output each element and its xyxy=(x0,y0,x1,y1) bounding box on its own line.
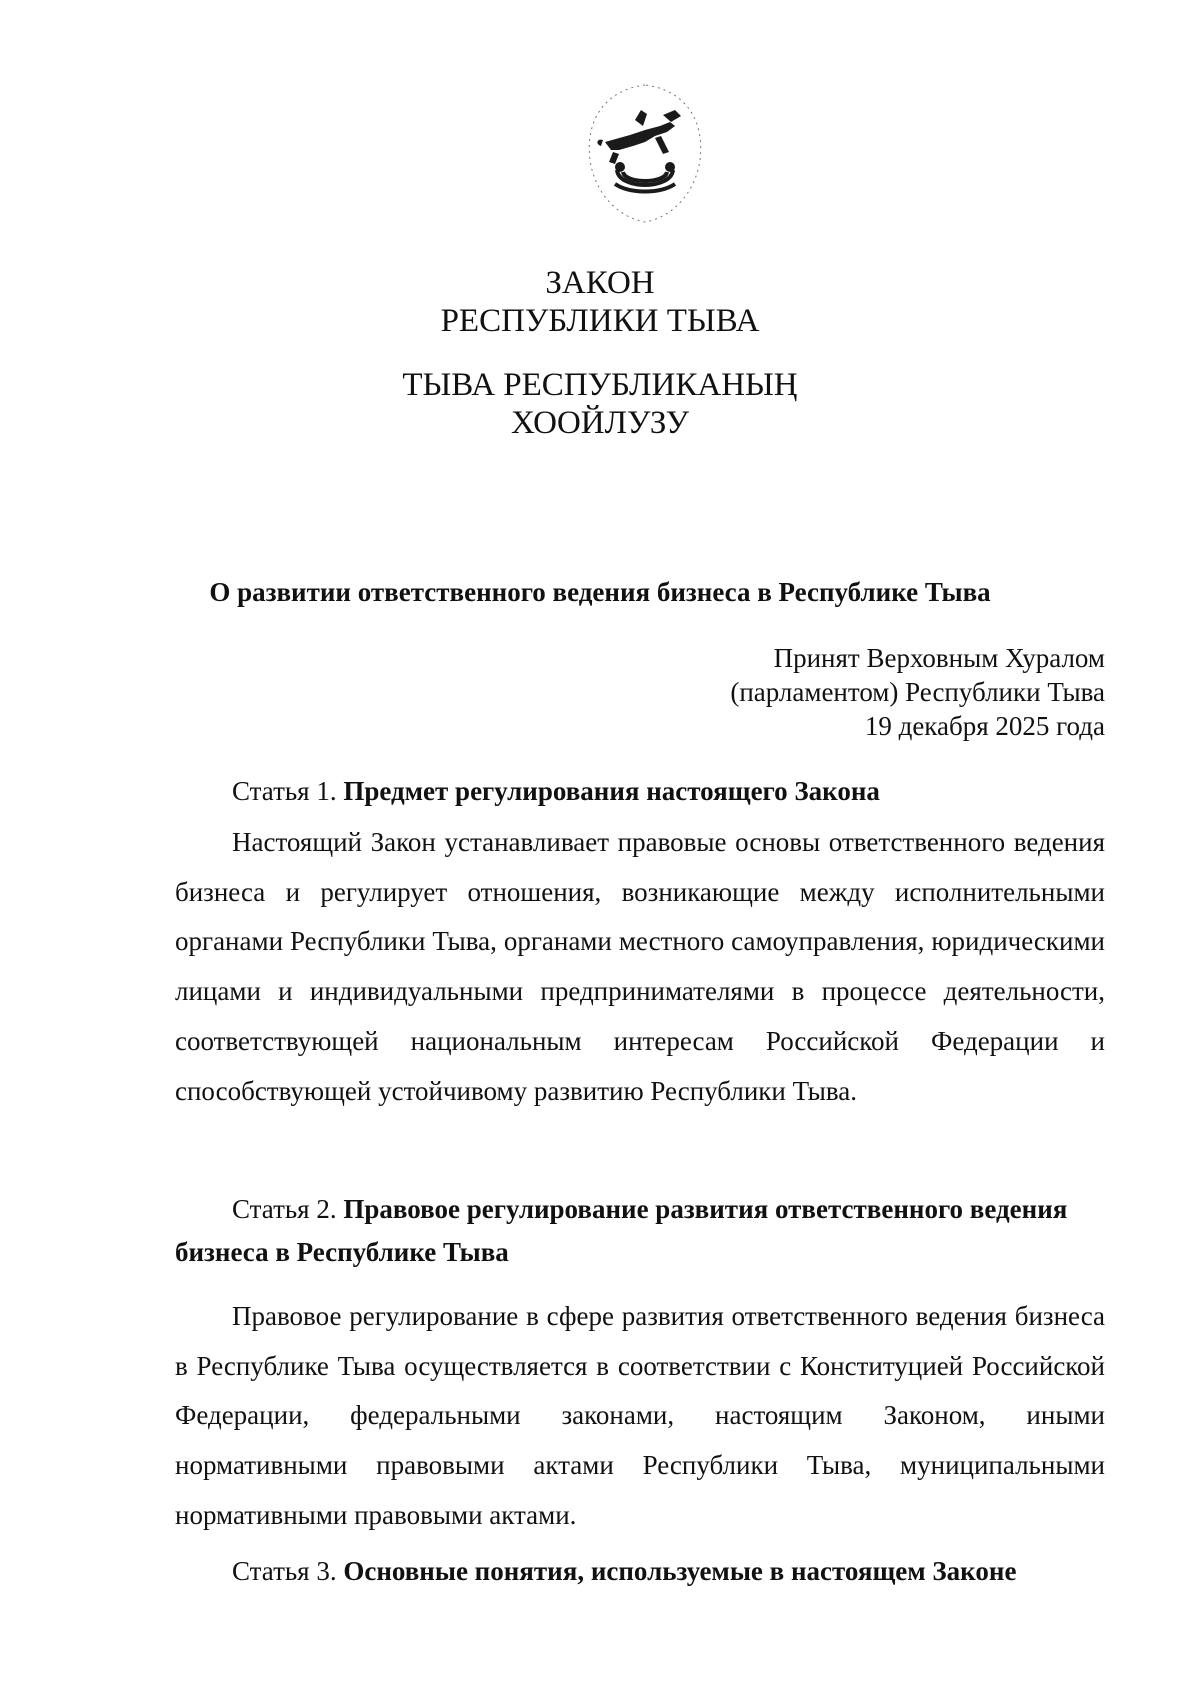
law-heading-russian xyxy=(0,264,1200,340)
law-heading-ru-line2: РЕСПУБЛИКИ ТЫВА xyxy=(440,303,760,339)
article-3-label: Статья 3. xyxy=(232,1556,337,1586)
adoption-line2: (парламентом) Республики Тыва xyxy=(730,677,1105,707)
adoption-line1: Принят Верховным Хуралом xyxy=(773,643,1105,673)
law-heading-tyv-line1: ТЫВА РЕСПУБЛИКАНЫҢ xyxy=(402,367,798,403)
law-heading-ru-line1: ЗАКОН xyxy=(545,265,655,301)
article-3-heading xyxy=(175,1550,1105,1593)
adoption-note xyxy=(730,641,1105,743)
article-1-heading xyxy=(175,770,1105,813)
article-1-text: Настоящий Закон устанавливает правовые основы ответственного ведения бизнеса и регулирует отношения, возникающие между исполнительными органами Республики Тыва, органами местного самоуправления, юридическими лицами и индивидуальными предпринимателями в процессе деятельности, соответствующей национальным интересам Российской Федерации и способствующей устойчивому развитию Республики Тыва. xyxy=(175,827,1105,1106)
adoption-line3: 19 декабря 2025 года xyxy=(864,711,1105,741)
article-2-text: Правовое регулирование в сфере развития ответственного ведения бизнеса в Республике Тыва осуществляется в соответствии с Конституцией Российской Федерации, федеральными законами, настоящим Законом, иными нормативными правовыми актами Республики Тыва, муниципальными нормативными правовыми актами. xyxy=(175,1301,1105,1530)
article-1-label: Статья 1. xyxy=(232,776,337,806)
article-1-title: Предмет регулирования настоящего Закона xyxy=(343,776,880,806)
article-2-label: Статья 2. xyxy=(232,1194,337,1224)
article-2-heading xyxy=(175,1188,1105,1274)
article-2-title: Правовое регулирование развития ответственного ведения бизнеса в Республике Тыва xyxy=(175,1194,1068,1267)
law-heading-tuvan xyxy=(0,366,1200,442)
coat-of-arms-emblem xyxy=(575,80,715,230)
law-heading-tyv-line2: ХООЙЛУЗУ xyxy=(510,405,690,441)
article-3-title: Основные понятия, используемые в настоящем Законе xyxy=(343,1556,1017,1586)
law-title: О развитии ответственного ведения бизнеса в Республике Тыва xyxy=(209,577,991,607)
